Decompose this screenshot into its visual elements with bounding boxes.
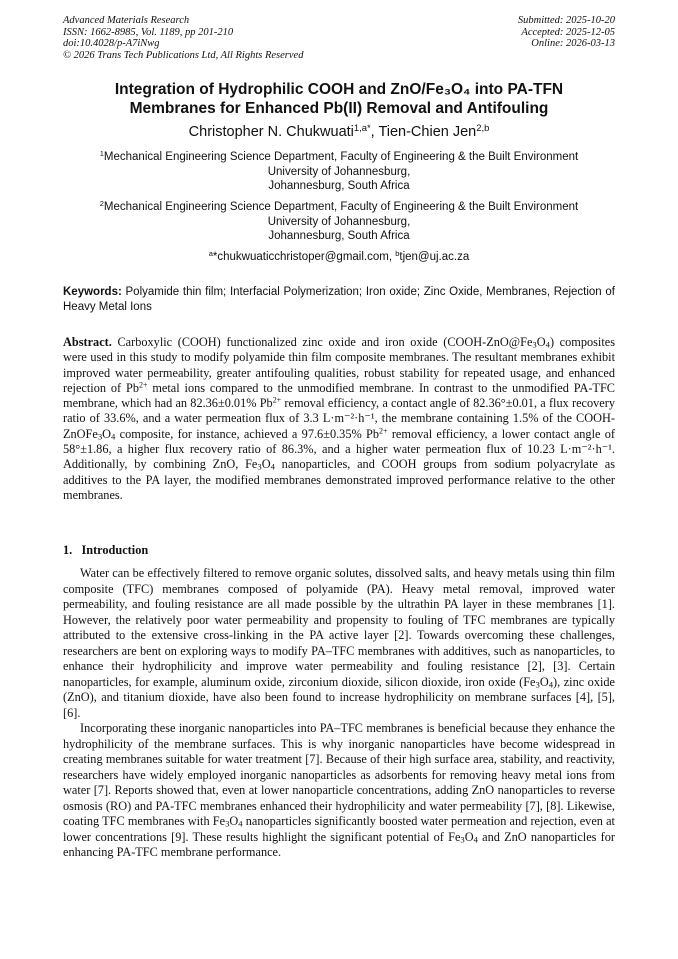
subscript: 4 bbox=[548, 679, 554, 690]
subscript: 4 bbox=[111, 431, 116, 442]
accepted-date: Accepted: 2025-12-05 bbox=[521, 26, 615, 38]
author-emails bbox=[63, 250, 615, 265]
abstract-text: removal efficiency, a lower contact angle of 58°±1.86, a higher flux recovery ratio of 86.3%, and a higher water permeation flux of 10.23 L·m⁻²·h⁻¹. Additionally, by combining ZnO, Fe bbox=[63, 426, 615, 472]
author-1-superscript: 1,a* bbox=[353, 121, 371, 133]
keywords-label: Keywords: bbox=[63, 286, 122, 298]
subscript: 3 bbox=[257, 462, 262, 473]
email-b-link[interactable]: tjen@uj.ac.za bbox=[399, 251, 470, 263]
paragraph-text: Incorporating these inorganic nanoparticles into PA–TFC membranes is beneficial because they enhance the hydrophilicity of the membrane surfaces. This is why inorganic nanoparticles have become widespread in creating membranes suitable for water treatment [7]. Because of their high surface area, stability, and reactivity, researchers have widely employed inorganic nanoparticles as adsorbents for removing heavy metal ions from water [7]. Reports showed that, even at lower nanoparticle concentrations, adding ZnO nanoparticles to reverse osmosis (RO) and PA-TFC membranes enhanced their hydrophilicity and water permeability [7], [8]. Likewise, coating TFC membranes with Fe bbox=[63, 721, 615, 828]
author-list bbox=[63, 121, 615, 141]
keywords-block bbox=[63, 285, 615, 315]
subscript: 3 bbox=[97, 431, 103, 442]
copyright-line: © 2026 Trans Tech Publications Ltd, All Rights Reserved bbox=[63, 49, 304, 61]
abstract-text: removal efficiency, a contact angle of 82.36°±0.01, a flux recovery ratio of 33.6%, and a water permeation flux of 3.3 L·m⁻²·h⁻¹, the membrane containing 1.5% of the COOH-ZnOFe bbox=[63, 396, 615, 441]
title-line-2: Membranes for Enhanced Pb(II) Removal and Antifouling bbox=[129, 100, 549, 117]
keywords-text: Polyamide thin film; Interfacial Polymerization; Iron oxide; Zinc Oxide, Membranes, Rejection of Heavy Metal Ions bbox=[63, 286, 615, 313]
affiliation-2-number: 2 bbox=[99, 198, 104, 208]
subscript: 3 bbox=[535, 679, 540, 690]
affiliation-2 bbox=[63, 200, 615, 244]
author-separator: , bbox=[370, 124, 379, 140]
subscript: 4 bbox=[545, 339, 550, 350]
abstract-label: Abstract. bbox=[63, 335, 112, 349]
journal-info-header bbox=[63, 15, 303, 61]
paragraph-text: and ZnO nanoparticles for enhancing PA-TFC membrane performance. bbox=[63, 829, 615, 859]
affiliation-2-line-1: Mechanical Engineering Science Department, Faculty of Engineering & the Built Environment bbox=[103, 201, 579, 213]
online-date: Online: 2026-03-13 bbox=[531, 38, 615, 50]
abstract-text: O bbox=[261, 457, 271, 472]
issn-line: ISSN: 1662-8985, Vol. 1189, pp 201-210 bbox=[63, 26, 234, 38]
title-line-1: Integration of Hydrophilic COOH and ZnO/Fe₃O₄ into PA-TFN bbox=[114, 81, 564, 98]
abstract-text: O bbox=[536, 335, 546, 349]
subscript: 4 bbox=[270, 462, 275, 473]
affiliation-1-line-3: Johannesburg, South Africa bbox=[268, 180, 410, 192]
affiliation-1-line-1: Mechanical Engineering Science Department, Faculty of Engineering & the Built Environment bbox=[103, 151, 579, 163]
paragraph-text: ), zinc oxide (ZnO), and titanium dioxide, have also been found to increase hydrophilicity on membrane surfaces [4], [5], [6]. bbox=[63, 674, 615, 720]
paragraph-text: O bbox=[539, 674, 549, 689]
abstract-text: metal ions compared to the unmodified membrane. In contrast to the unmodified PA-TFC membrane, which had an 82.36±0.01% Pb bbox=[63, 380, 615, 411]
section-heading-introduction: 1. Introduction bbox=[63, 543, 149, 557]
submitted-date: Submitted: 2025-10-20 bbox=[517, 15, 615, 26]
doi-link[interactable]: doi:10.4028/p-A7iNwg bbox=[63, 38, 160, 50]
abstract-text: nanoparticles, and COOH groups from sodium polyacrylate as additives to the PA layer, the modified membranes demonstrated improved performance relative to the other membranes. bbox=[63, 457, 615, 502]
affiliation-1-line-2: University of Johannesburg, bbox=[267, 165, 411, 178]
paragraph-text: nanoparticles significantly boosted water permeation and rejection, even at lower concentrations [9]. These results highlight the significant potential of Fe bbox=[63, 814, 615, 844]
dates-header bbox=[518, 15, 615, 50]
subscript: 4 bbox=[238, 818, 243, 829]
journal-name: Advanced Materials Research bbox=[63, 15, 190, 26]
email-a-link[interactable]: *chukwuaticchristoper@gmail.com bbox=[212, 251, 389, 263]
subscript: 3 bbox=[532, 339, 537, 350]
abstract-text: O bbox=[102, 426, 112, 441]
paragraph-text: Water can be effectively filtered to remove organic solutes, dissolved salts, and heavy metals using thin film composite (TFC) membranes composed of polyamide (PA). Heavy metal removal, improved water permeability, and fouling resistance are all made possible by the ultrathin PA layer in these membranes [1]. However, the relatively poor water permeability and propensity to fouling of TFC membranes are typically attributed to the extensive cross-linking in the PA active layer [2]. Towards overcoming these challenges, researchers are bent on exploring ways to modify PA–TFC membranes with additives, such as nanoparticles, to enhance their hydrophilicity and improve water permeability and fouling resistance [2], [3]. Certain nanoparticles, for example, aluminum oxide, zirconium dioxide, silicon dioxide, iron oxide (Fe bbox=[63, 566, 615, 689]
email-a-superscript: a bbox=[208, 248, 213, 258]
paragraph-text: O bbox=[464, 829, 474, 844]
email-b-superscript: b bbox=[395, 248, 400, 258]
email-separator: , bbox=[388, 251, 396, 263]
affiliation-2-line-2: University of Johannesburg, bbox=[267, 215, 411, 228]
abstract-text: ) composites were used in this study to modify polyamide thin film composite membranes. The resultant membranes exhibit improved water permeability, greater antifouling qualities, robust stability for repeated usage, and enhanced rejection of Pb bbox=[63, 335, 615, 395]
abstract-block bbox=[63, 335, 615, 503]
author-2-superscript: 2,b bbox=[476, 121, 490, 133]
subscript: 3 bbox=[225, 818, 230, 829]
intro-paragraph-1 bbox=[63, 566, 615, 721]
abstract-text: Carboxylic (COOH) functionalized zinc oxide and iron oxide (COOH-ZnO@Fe bbox=[111, 335, 533, 349]
intro-paragraph-2 bbox=[63, 721, 615, 861]
abstract-text: composite, for instance, achieved a 97.6±0.35% Pb bbox=[115, 426, 380, 441]
affiliation-1-number: 1 bbox=[99, 148, 104, 158]
author-1-name: Christopher N. Chukwuati bbox=[188, 124, 354, 140]
superscript: 2+ bbox=[379, 426, 388, 436]
subscript: 4 bbox=[473, 834, 478, 845]
paragraph-text: O bbox=[229, 814, 239, 828]
paper-title bbox=[63, 80, 615, 118]
introduction-body bbox=[63, 566, 615, 861]
superscript: 2+ bbox=[272, 395, 282, 405]
affiliation-1 bbox=[63, 150, 615, 194]
superscript: 2+ bbox=[138, 380, 148, 390]
author-2-name: Tien-Chien Jen bbox=[378, 124, 477, 140]
affiliation-2-line-3: Johannesburg, South Africa bbox=[268, 230, 410, 242]
subscript: 3 bbox=[460, 834, 465, 845]
